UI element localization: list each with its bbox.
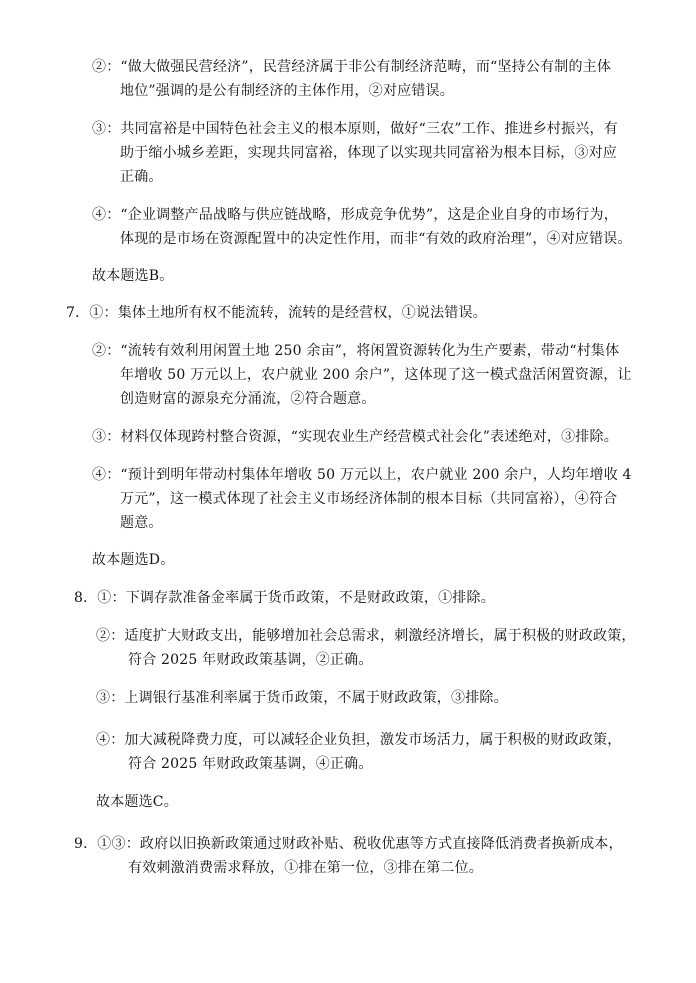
answer-line: 故本题选D。 <box>92 552 175 568</box>
text-line: 符合 2025 年财政政策基调，②正确。 <box>128 652 373 668</box>
text-line: 符合 2025 年财政政策基调，④正确。 <box>128 756 373 772</box>
text-line: ②：“流转有效利用闲置土地 250 余亩”，将闲置资源转化为生产要素，带动“村集体 <box>92 343 620 359</box>
text-line: ③：共同富裕是中国特色社会主义的根本原则，做好“三农”工作、推进乡村振兴，有 <box>92 121 618 137</box>
text-line: ②：适度扩大财政支出，能够增加社会总需求，刺激经济增长，属于积极的财政政策， <box>96 628 636 644</box>
text-line: ③：上调银行基准利率属于货币政策，不属于财政政策，③排除。 <box>96 690 508 706</box>
text-line: ③：材料仅体现跨村整合资源，“实现农业生产经营模式社会化”表述绝对，③排除。 <box>92 429 618 445</box>
text-line: 年增收 50 万元以上，农户就业 200 余户”，这体现了这一模式盘活闲置资源，让 <box>120 367 632 383</box>
question-7-line: 7．①：集体土地所有权不能流转，流转的是经营权，①说法错误。 <box>66 305 487 321</box>
text-line: 地位”强调的是公有制经济的主体作用，②对应错误。 <box>120 83 454 99</box>
text-line: 题意。 <box>120 515 163 531</box>
text-line: 创造财富的源泉充分涌流，②符合题意。 <box>120 391 376 407</box>
text-line: ④：“企业调整产品战略与供应链战略，形成竞争优势”，这是企业自身的市场行为， <box>92 207 618 223</box>
text-line: ④：加大减税降费力度，可以减轻企业负担，激发市场活力，属于积极的财政政策， <box>96 732 622 748</box>
question-9-line: 9．①③：政府以旧换新政策通过财政补贴、税收优惠等方式直接降低消费者换新成本， <box>74 836 623 852</box>
answer-line: 故本题选B。 <box>92 268 174 284</box>
text-line: 有效刺激消费需求释放，①排在第一位，③排在第二位。 <box>128 860 483 876</box>
answer-line: 故本题选C。 <box>96 794 178 810</box>
text-line: 正确。 <box>120 169 163 185</box>
text-line: 体现的是市场在资源配置中的决定性作用，而非“有效的政府治理”，④对应错误。 <box>120 231 632 247</box>
text-line: ④：“预计到明年带动村集体年增收 50 万元以上，农户就业 200 余户，人均年增收 4 <box>92 467 632 483</box>
text-line: 助于缩小城乡差距，实现共同富裕，体现了以实现共同富裕为根本目标，③对应 <box>120 145 617 161</box>
question-8-line: 8．①：下调存款准备金率属于货币政策，不是财政政策，①排除。 <box>74 590 495 606</box>
text-line: 万元”，这一模式体现了社会主义市场经济体制的根本目标（共同富裕），④符合 <box>120 491 618 507</box>
text-line: ②：“做大做强民营经济”，民营经济属于非公有制经济范畴，而“坚持公有制的主体 <box>92 59 612 75</box>
